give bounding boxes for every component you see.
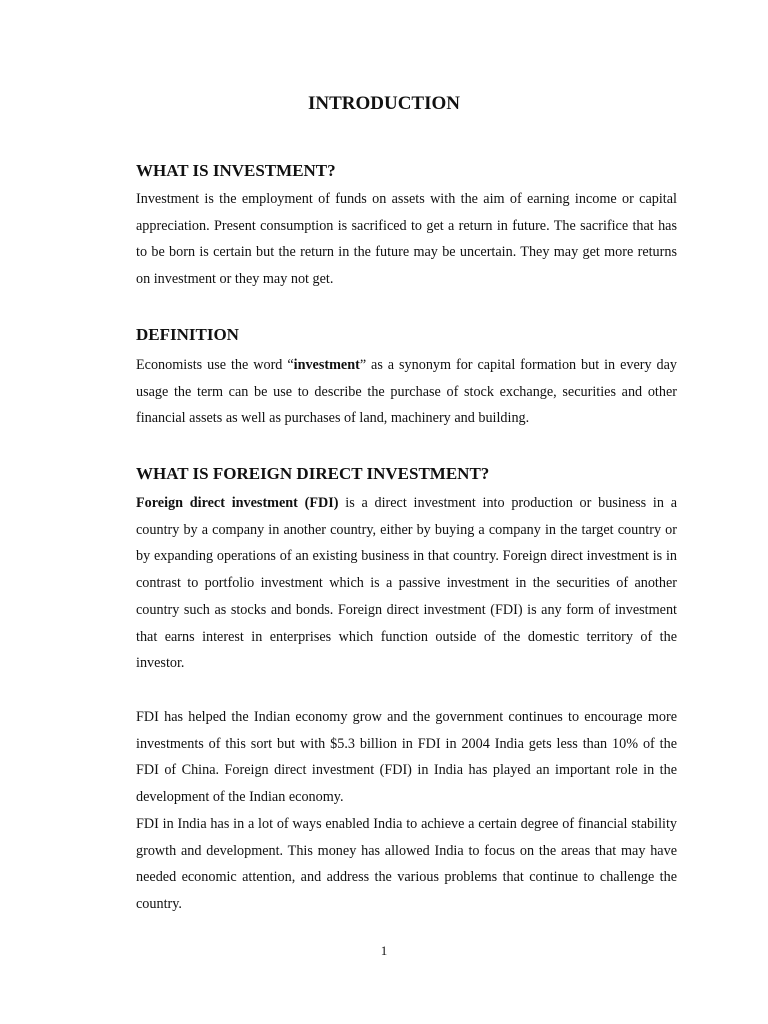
page-title: INTRODUCTION xyxy=(307,93,461,114)
definition-text-end: ” as a synonym for capital formation but in every day usage the term can be use to describe the purchase of stock exchange, securities and other financial assets as well as purchases of land, machinery and building. xyxy=(136,357,677,427)
fdi-definition-text: is a direct investment into production or business in a country by a company in another country, either by buying a company in the target country or by expanding operations of an existing business in that country. Foreign direct investment is in contrast to portfolio investment which is a passive investment in the securities of another country such as stocks and bonds. Foreign direct investment (FDI) is any form of investment that earns interest in enterprises which function outside of the domestic territory of the investor. xyxy=(136,495,677,672)
definition-term: investment xyxy=(293,357,360,373)
paragraph-investment-meaning: Investment is the employment of funds on assets with the aim of earning income or capital appreciation. Present consumption is sacrificed to get a return in future. The sacrifice that has to be born is certain but the return in the future may be uncertain. They may get more returns on investment or they may not get. xyxy=(136,191,677,288)
paragraph-fdi-india-growth: FDI has helped the Indian economy grow and the government continues to encourage more investments of this sort but with $5.3 billion in FDI in 2004 India gets less than 10% of the FDI of China. Foreign direct investment (FDI) in India has played an important role in the development of the Indian economy. xyxy=(136,709,677,806)
section-heading-what-is-fdi: WHAT IS FOREIGN DIRECT INVESTMENT? xyxy=(136,464,490,483)
paragraph-fdi-definition xyxy=(136,490,677,677)
definition-text-start: Economists use the word “ xyxy=(136,357,294,373)
section-heading-definition: DEFINITION xyxy=(136,325,239,344)
section-heading-what-is-investment: WHAT IS INVESTMENT? xyxy=(136,161,336,180)
paragraph-fdi-india-stability: FDI in India has in a lot of ways enabled India to achieve a certain degree of financial stability growth and development. This money has allowed India to focus on the areas that may have needed economic attention, and address the various problems that continue to challenge the country. xyxy=(136,816,677,913)
paragraph-definition xyxy=(136,352,677,432)
fdi-term: Foreign direct investment (FDI) xyxy=(136,495,339,511)
page-number: 1 xyxy=(380,943,388,958)
